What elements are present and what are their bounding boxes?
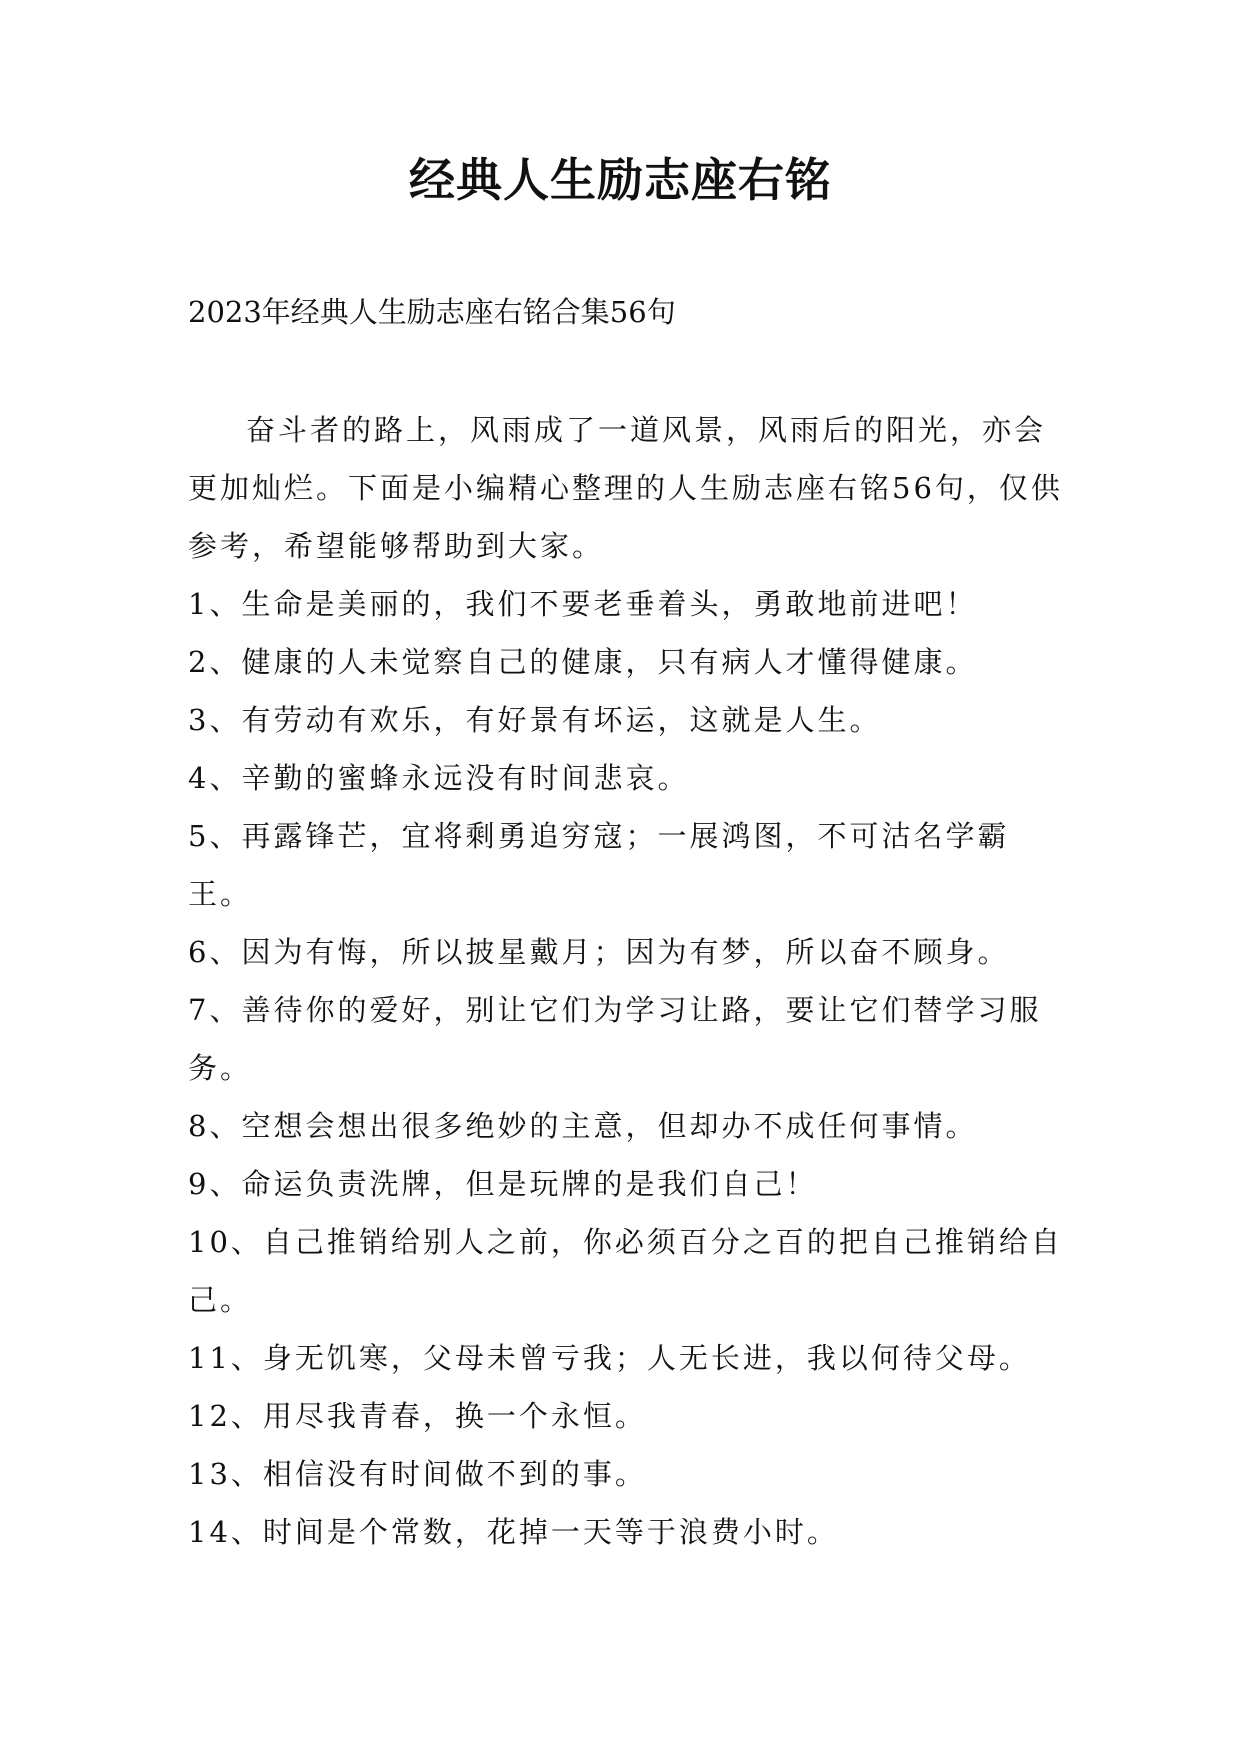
list-item: 1、生命是美丽的，我们不要老垂着头，勇敢地前进吧！ [188, 587, 978, 621]
list-item: 10、自己推销给别人之前，你必须百分之百的把自己推销给自己。 [188, 1225, 1063, 1317]
document-subtitle: 2023年经典人生励志座右铭合集56句 [188, 295, 676, 329]
list-item: 11、身无饥寒，父母未曾亏我；人无长进，我以何待父母。 [188, 1341, 1031, 1375]
document-title: 经典人生励志座右铭 [409, 153, 832, 207]
list-item: 7、善待你的爱好，别让它们为学习让路，要让它们替学习服务。 [188, 993, 1042, 1085]
list-item: 3、有劳动有欢乐，有好景有坏运，这就是人生。 [188, 703, 882, 737]
list-item: 9、命运负责洗牌，但是玩牌的是我们自己！ [188, 1167, 818, 1201]
list-item: 4、辛勤的蜜蜂永远没有时间悲哀。 [188, 761, 690, 795]
list-item: 12、用尽我青春，换一个永恒。 [188, 1399, 647, 1433]
list-item: 14、时间是个常数，花掉一天等于浪费小时。 [188, 1515, 839, 1549]
document-body [188, 401, 1068, 1561]
list-item: 8、空想会想出很多绝妙的主意，但却办不成任何事情。 [188, 1109, 978, 1143]
intro-paragraph: 奋斗者的路上，风雨成了一道风景，风雨后的阳光，亦会更加灿烂。下面是小编精心整理的人生励志座右铭56句，仅供参考，希望能够帮助到大家。 [188, 413, 1063, 563]
list-item: 5、再露锋芒，宜将剩勇追穷寇；一展鸿图，不可沽名学霸王。 [188, 819, 1010, 911]
list-item: 13、相信没有时间做不到的事。 [188, 1457, 647, 1491]
list-item: 6、因为有悔，所以披星戴月；因为有梦，所以奋不顾身。 [188, 935, 1010, 969]
list-item: 2、健康的人未觉察自己的健康，只有病人才懂得健康。 [188, 645, 978, 679]
